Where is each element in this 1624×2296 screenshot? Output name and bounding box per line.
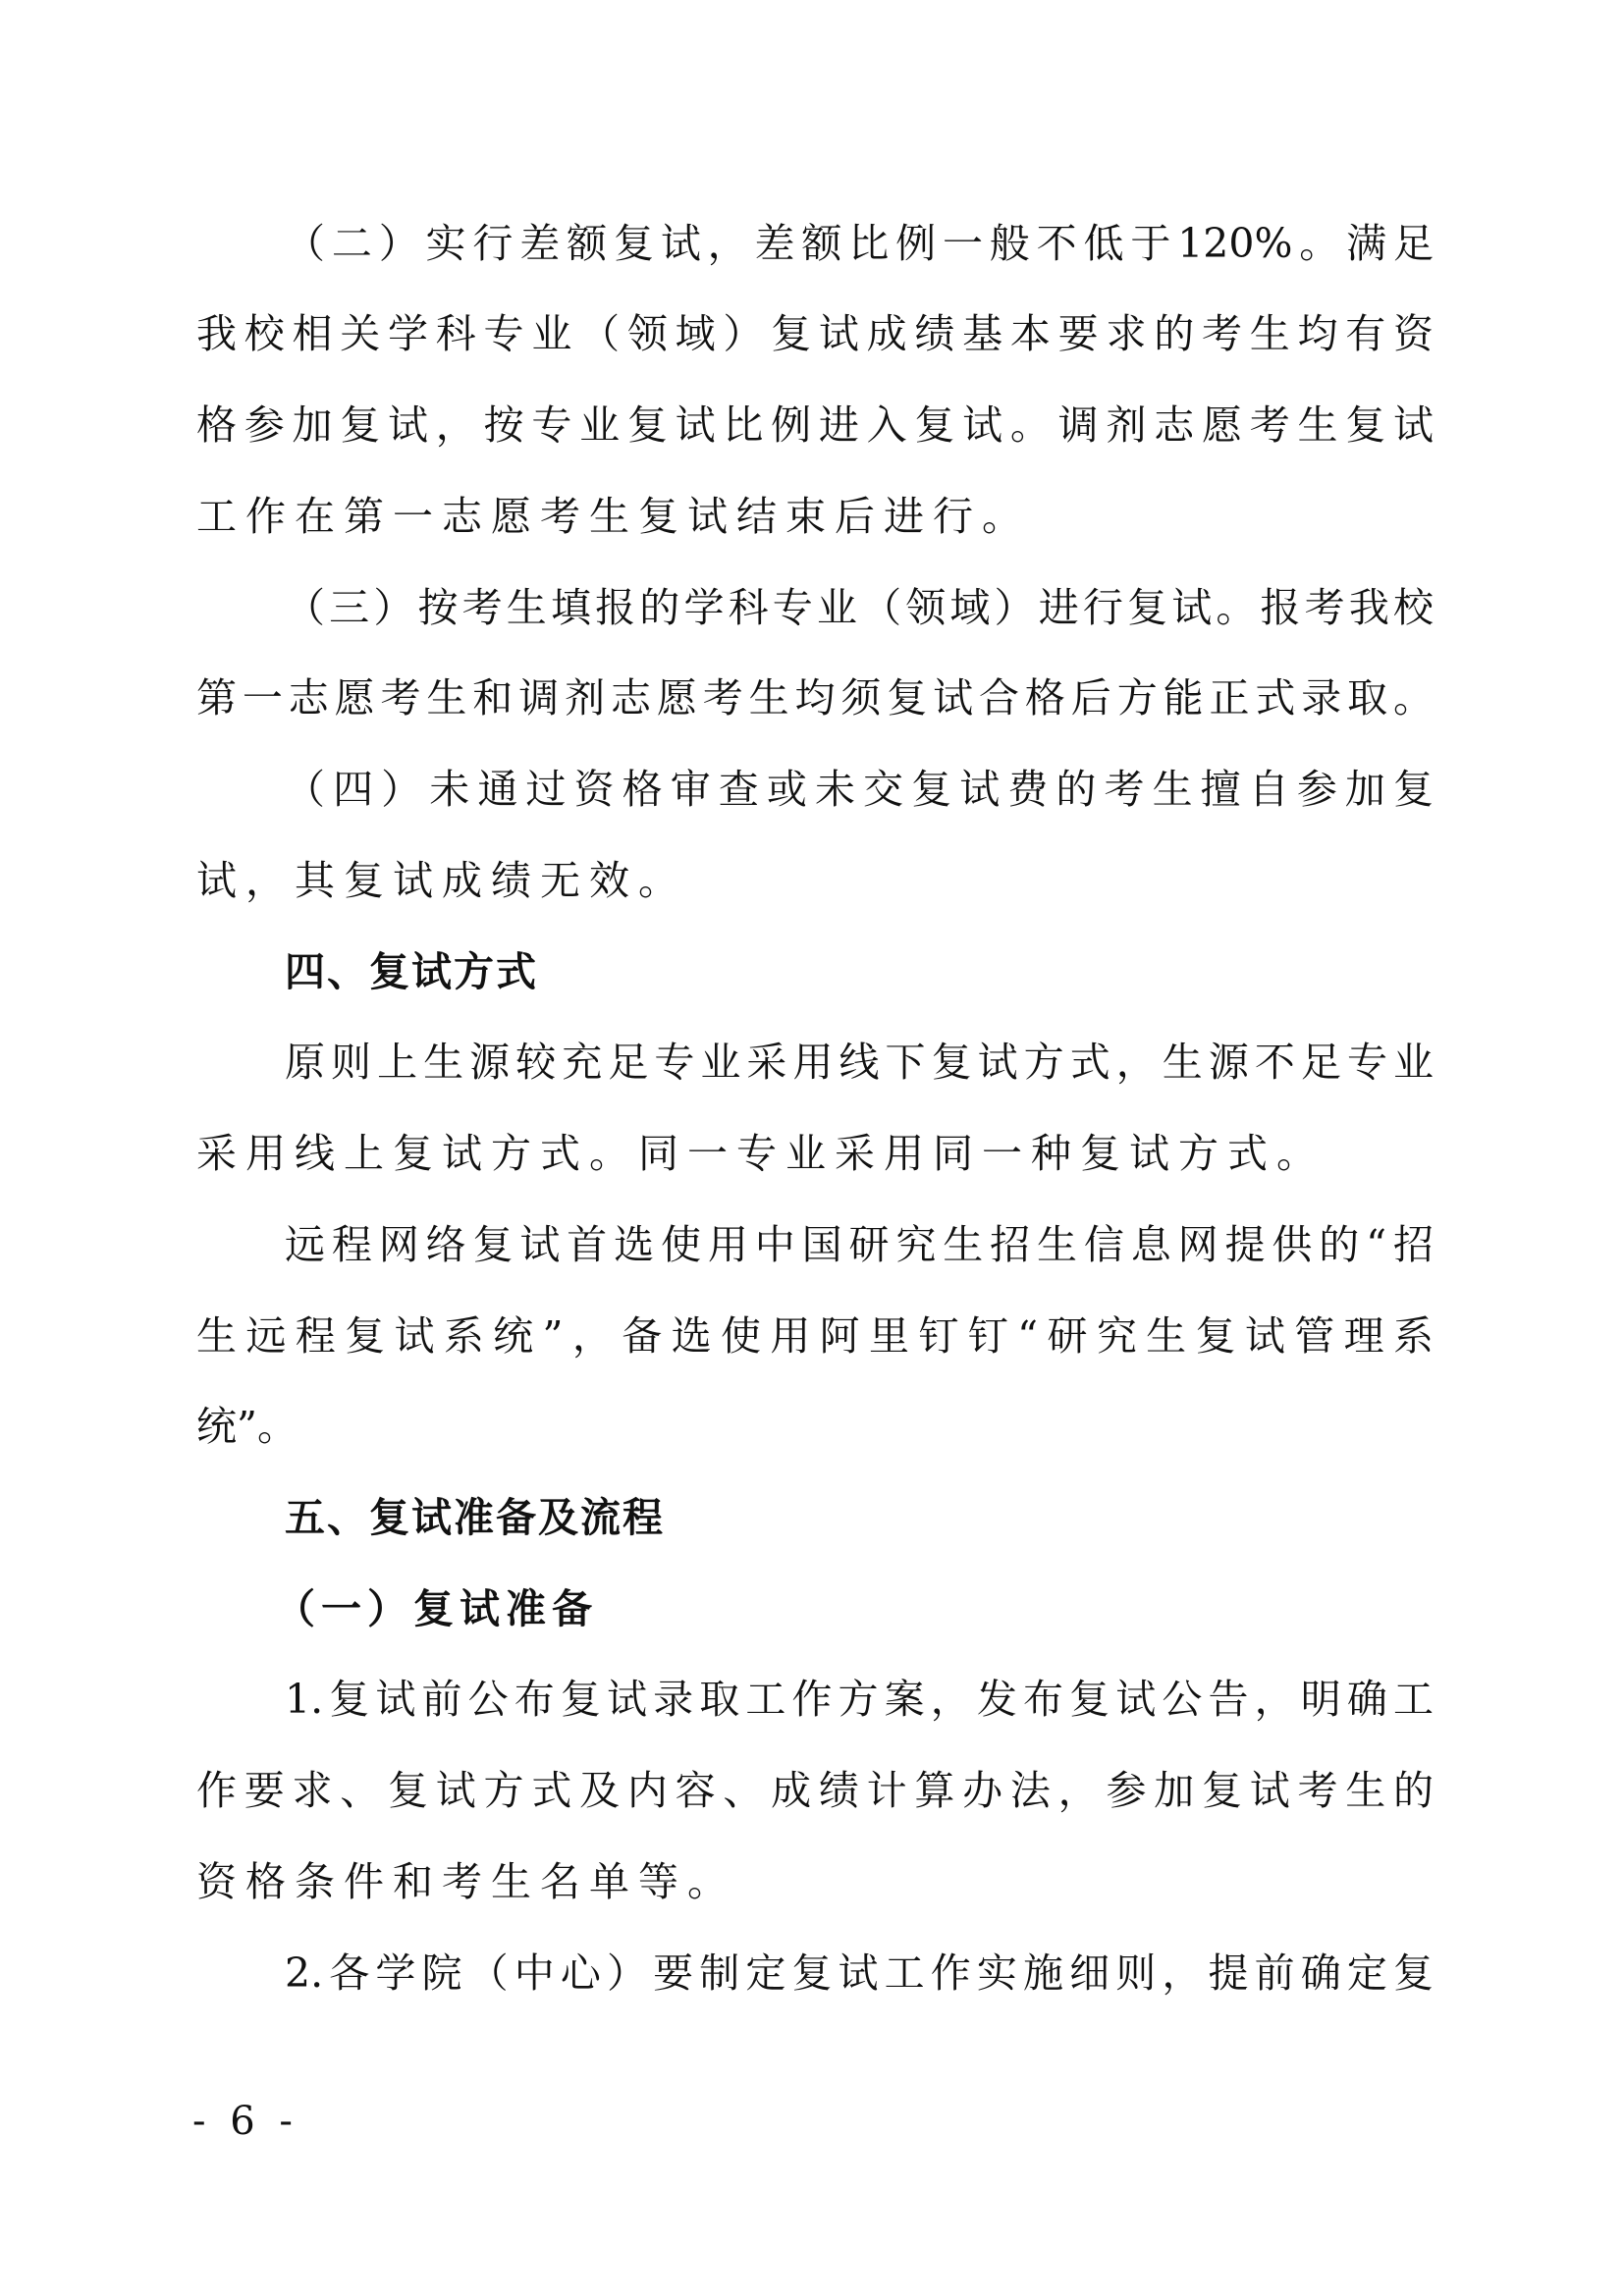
page-number: - 6 -	[192, 2099, 298, 2144]
text-line: 资格条件和考生名单等。	[196, 1858, 736, 1905]
text-line: （二）实行差额复试，差额比例一般不低于120%。满足	[285, 220, 1434, 267]
subsection-heading: （一）复试准备	[275, 1585, 598, 1632]
text-line: 试，其复试成绩无效。	[196, 857, 687, 904]
text-line: （四）未通过资格审查或未交复试费的考生擅自参加复	[285, 766, 1434, 813]
text-line: 我校相关学科专业（领域）复试成绩基本要求的考生均有资	[196, 310, 1434, 357]
text-line: 采用线上复试方式。同一专业采用同一种复试方式。	[196, 1130, 1326, 1177]
text-line: 格参加复试，按专业复试比例进入复试。调剂志愿考生复试	[196, 401, 1434, 449]
section-heading: 五、复试准备及流程	[285, 1494, 665, 1541]
text-line: 工作在第一志愿考生复试结束后进行。	[196, 493, 1031, 540]
text-line: （三）按考生填报的学科专业（领域）进行复试。报考我校	[285, 584, 1434, 631]
text-line: 统”。	[196, 1403, 298, 1450]
text-line: 作要求、复试方式及内容、成绩计算办法，参加复试考生的	[196, 1767, 1434, 1814]
text-line: 生远程复试系统”，备选使用阿里钉钉“研究生复试管理系	[196, 1312, 1434, 1360]
text-line: 远程网络复试首选使用中国研究生招生信息网提供的“招	[285, 1221, 1434, 1268]
text-line: 1.复试前公布复试录取工作方案，发布复试公告，明确工	[285, 1676, 1434, 1723]
text-line: 第一志愿考生和调剂志愿考生均须复试合格后方能正式录取。	[196, 674, 1434, 721]
section-heading: 四、复试方式	[285, 948, 538, 995]
text-line: 原则上生源较充足专业采用线下复试方式，生源不足专业	[285, 1039, 1434, 1086]
text-line: 2.各学院（中心）要制定复试工作实施细则，提前确定复	[285, 1949, 1434, 1997]
